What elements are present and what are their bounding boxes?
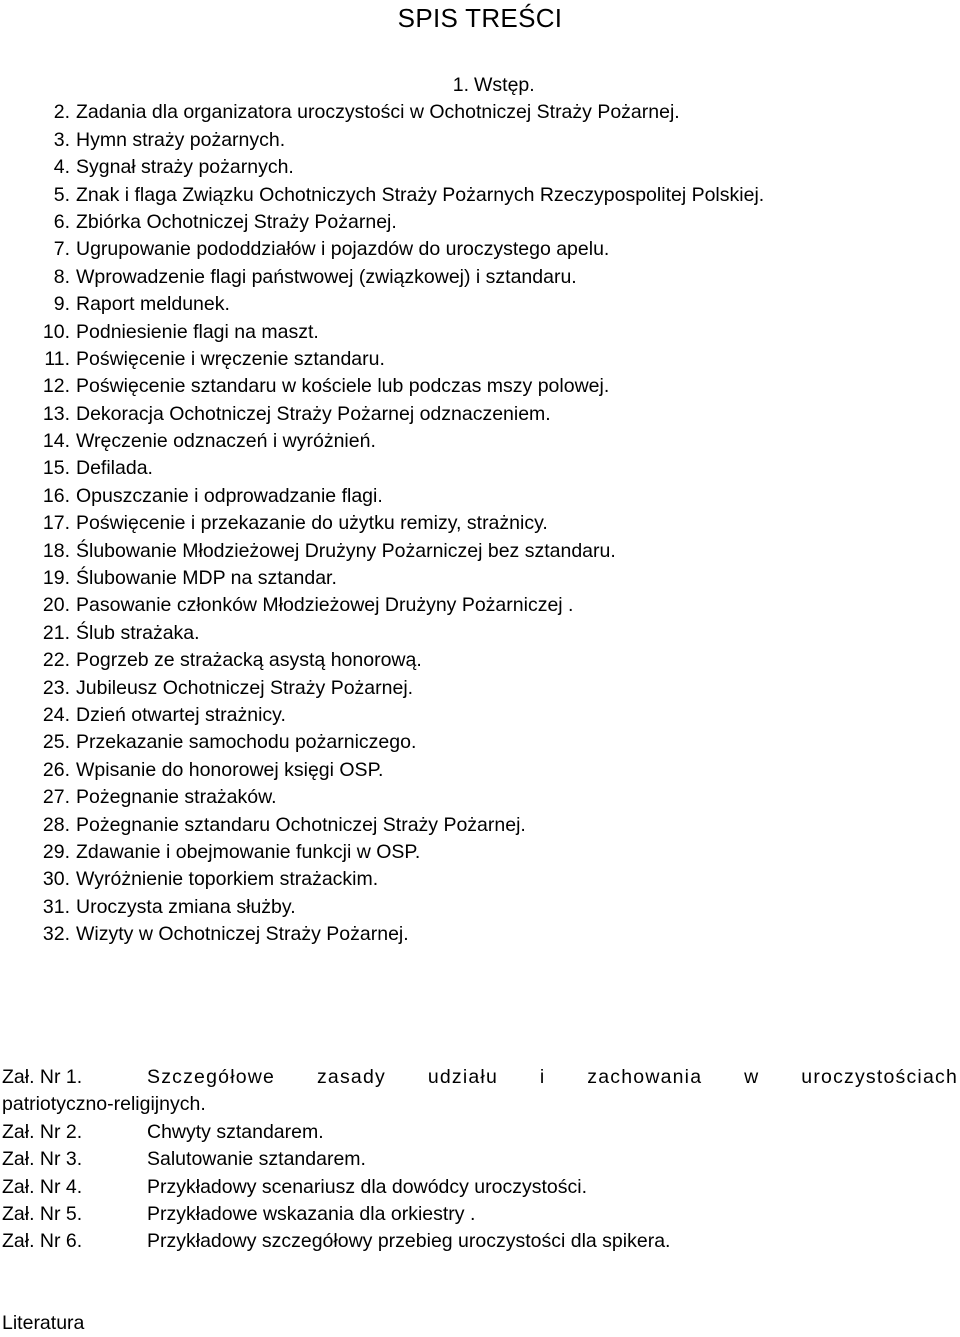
appendix-text: Szczegółowe zasady udziału i zachowania w uroczystościach [147, 1066, 958, 1088]
appendix-item [0, 1174, 960, 1201]
appendix-item [0, 1119, 960, 1146]
toc-item-text: Poświęcenie i przekazanie do użytku remizy, strażnicy. [76, 512, 548, 535]
toc-item-number: 20. [42, 594, 70, 617]
appendix-item [0, 1228, 960, 1255]
toc-item [0, 401, 960, 428]
toc-item [0, 921, 960, 948]
toc-item-text: Sygnał straży pożarnych. [76, 156, 294, 179]
toc-item-number: 12. [42, 375, 70, 398]
toc-item-number: 26. [42, 758, 70, 781]
toc-item-number: 2. [53, 101, 70, 124]
toc-item [0, 455, 960, 482]
toc-item-number: 5. [53, 183, 70, 206]
toc-item [0, 72, 960, 99]
toc-item-text: Wręczenie odznaczeń i wyróżnień. [76, 430, 376, 453]
toc-item-number: 17. [42, 512, 70, 535]
toc-item-text: Pogrzeb ze strażacką asystą honorową. [76, 649, 422, 672]
toc-item-text: Zdawanie i obejmowanie funkcji w OSP. [76, 840, 421, 863]
toc-item-text: Wpisanie do honorowej księgi OSP. [76, 758, 384, 781]
toc-item-text: Wyróżnienie toporkiem strażackim. [76, 868, 379, 891]
toc-item-number: 19. [42, 567, 70, 590]
toc-item-number: 32. [42, 923, 70, 946]
toc-item-text: Podniesienie flagi na maszt. [76, 320, 319, 343]
toc-item [0, 99, 960, 126]
toc-item [0, 209, 960, 236]
toc-item [0, 839, 960, 866]
toc-item-number: 9. [53, 293, 70, 316]
table-of-contents [0, 72, 960, 949]
toc-item-number: 11. [44, 347, 70, 370]
toc-item [0, 154, 960, 181]
toc-item-text: Jubileusz Ochotniczej Straży Pożarnej. [76, 676, 414, 699]
toc-item-text: Ślub strażaka. [76, 621, 200, 644]
toc-item-number: 8. [53, 265, 70, 288]
toc-item [0, 565, 960, 592]
toc-item-number: 29. [42, 840, 70, 863]
appendix-label: Zał. Nr 6. [2, 1230, 83, 1253]
toc-item-text: Dekoracja Ochotniczej Straży Pożarnej odznaczeniem. [76, 402, 551, 425]
appendix-label: Zał. Nr 4. [2, 1175, 83, 1198]
appendix-text: Przykładowy szczegółowy przebieg uroczystości dla spikera. [147, 1230, 671, 1253]
toc-item-text: Pasowanie członków Młodzieżowej Drużyny Pożarniczej . [76, 594, 574, 617]
toc-item-number: 15. [42, 457, 70, 480]
toc-item [0, 428, 960, 455]
toc-item [0, 784, 960, 811]
appendix-item [0, 1064, 960, 1091]
toc-item-text: Ślubowanie Młodzieżowej Drużyny Pożarniczej bez sztandaru. [76, 539, 616, 562]
toc-item [0, 483, 960, 510]
toc-item-number: 7. [53, 238, 70, 261]
toc-item-number: 1. [452, 74, 469, 96]
toc-item-text: Wstęp. [474, 74, 535, 96]
toc-item-number: 24. [42, 703, 70, 726]
appendix-item-continuation [0, 1091, 960, 1118]
toc-item [0, 812, 960, 839]
toc-item [0, 510, 960, 537]
toc-item-number: 18. [42, 539, 70, 562]
toc-item-number: 3. [53, 128, 70, 151]
toc-item [0, 236, 960, 263]
appendix-label: Zał. Nr 5. [2, 1202, 83, 1225]
toc-item [0, 346, 960, 373]
toc-item-number: 23. [42, 676, 70, 699]
toc-item-text: Defilada. [76, 457, 153, 480]
toc-item-text: Zadania dla organizatora uroczystości w Ochotniczej Straży Pożarnej. [76, 101, 680, 124]
toc-item-number: 10. [42, 320, 70, 343]
appendix-label: Zał. Nr 1. [2, 1066, 83, 1088]
toc-item-number: 14. [42, 430, 70, 453]
appendix-text-continuation: patriotyczno-religijnych. [2, 1093, 206, 1116]
appendix-text: Przykładowe wskazania dla orkiestry . [147, 1202, 476, 1225]
toc-item-number: 22. [42, 649, 70, 672]
toc-item-number: 30. [42, 868, 70, 891]
toc-item-text: Hymn straży pożarnych. [76, 128, 286, 151]
toc-item-text: Przekazanie samochodu pożarniczego. [76, 731, 417, 754]
literature-heading: Literatura [2, 1312, 85, 1334]
toc-item-number: 16. [42, 484, 70, 507]
toc-item-text: Pożegnanie sztandaru Ochotniczej Straży Pożarnej. [76, 813, 526, 836]
toc-item [0, 620, 960, 647]
toc-item-text: Poświęcenie i wręczenie sztandaru. [76, 347, 385, 370]
toc-item [0, 675, 960, 702]
appendix-item [0, 1201, 960, 1228]
toc-item [0, 127, 960, 154]
toc-item-text: Zbiórka Ochotniczej Straży Pożarnej. [76, 210, 397, 233]
toc-item [0, 729, 960, 756]
toc-item-text: Poświęcenie sztandaru w kościele lub podczas mszy polowej. [76, 375, 610, 398]
toc-item [0, 592, 960, 619]
appendix-text: Salutowanie sztandarem. [147, 1148, 366, 1171]
toc-item-number: 31. [42, 895, 70, 918]
toc-item [0, 291, 960, 318]
toc-item-text: Pożegnanie strażaków. [76, 786, 277, 809]
toc-item [0, 757, 960, 784]
toc-item [0, 538, 960, 565]
toc-item [0, 647, 960, 674]
toc-item [0, 866, 960, 893]
toc-item-number: 25. [42, 731, 70, 754]
toc-item [0, 373, 960, 400]
appendix-item [0, 1146, 960, 1173]
toc-item-number: 4. [53, 156, 70, 179]
appendix-text: Chwyty sztandarem. [147, 1120, 324, 1143]
toc-item-text: Raport meldunek. [76, 293, 230, 316]
appendix-label: Zał. Nr 3. [2, 1148, 83, 1171]
toc-item-text: Znak i flaga Związku Ochotniczych Straży Pożarnych Rzeczypospolitej Polskiej. [76, 183, 765, 206]
toc-item [0, 702, 960, 729]
toc-item [0, 319, 960, 346]
toc-item [0, 182, 960, 209]
toc-item-number: 6. [53, 210, 70, 233]
appendix-label: Zał. Nr 2. [2, 1120, 83, 1143]
appendix-list [0, 1064, 960, 1256]
toc-item-text: Wprowadzenie flagi państwowej (związkowej) i sztandaru. [76, 265, 577, 288]
toc-item-text: Opuszczanie i odprowadzanie flagi. [76, 484, 383, 507]
toc-item-number: 21. [42, 621, 70, 644]
toc-item-text: Ślubowanie MDP na sztandar. [76, 567, 337, 590]
toc-item-text: Dzień otwartej strażnicy. [76, 703, 286, 726]
toc-item-text: Wizyty w Ochotniczej Straży Pożarnej. [76, 923, 409, 946]
toc-item-number: 13. [42, 402, 70, 425]
toc-item-text: Uroczysta zmiana służby. [76, 895, 296, 918]
toc-item-number: 28. [42, 813, 70, 836]
toc-item [0, 894, 960, 921]
toc-item-text: Ugrupowanie pododdziałów i pojazdów do uroczystego apelu. [76, 238, 610, 261]
appendix-text: Przykładowy scenariusz dla dowódcy uroczystości. [147, 1175, 588, 1198]
toc-item-number: 27. [42, 786, 70, 809]
page-title: SPIS TREŚCI [397, 3, 563, 33]
toc-item [0, 264, 960, 291]
